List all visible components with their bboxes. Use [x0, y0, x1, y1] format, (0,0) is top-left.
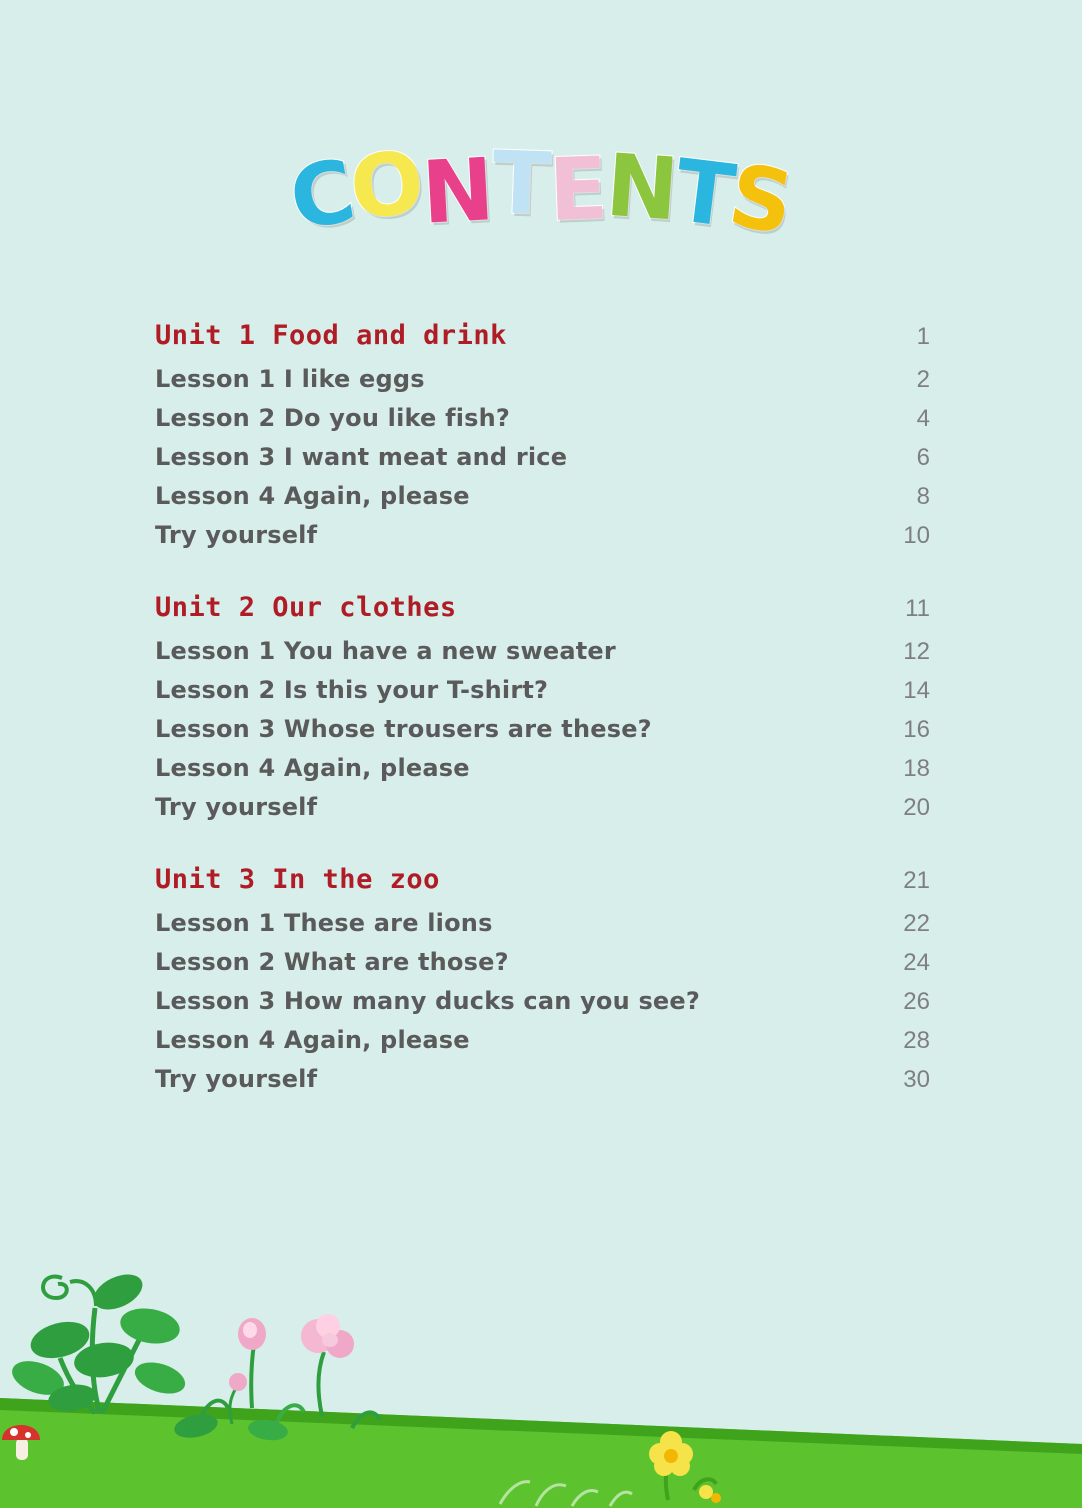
title-letter: T: [669, 140, 738, 248]
table-of-contents: [155, 320, 930, 1136]
lesson-title: Lesson 3 How many ducks can you see?: [155, 987, 701, 1015]
lesson-title: Lesson 3 I want meat and rice: [155, 443, 568, 471]
title-letter: E: [547, 139, 608, 241]
lesson-title: Try yourself: [155, 793, 318, 821]
unit-title: Unit 3 In the zoo: [155, 864, 440, 895]
lesson-title: Try yourself: [155, 1065, 318, 1093]
unit-title: Unit 1 Food and drink: [155, 320, 507, 351]
list-item[interactable]: [155, 948, 930, 977]
lesson-title: Try yourself: [155, 521, 318, 549]
title-letter: C: [282, 141, 361, 251]
list-item[interactable]: [155, 754, 930, 783]
unit-row[interactable]: [155, 320, 930, 351]
lesson-title: Lesson 2 Do you like fish?: [155, 404, 511, 432]
list-item[interactable]: [155, 365, 930, 394]
list-item[interactable]: [155, 715, 930, 744]
lesson-page-number: 26: [903, 988, 930, 1015]
unit-block: [155, 592, 930, 822]
lesson-title: Lesson 3 Whose trousers are these?: [155, 715, 652, 743]
title-letter: N: [419, 140, 495, 244]
unit-title: Unit 2 Our clothes: [155, 592, 457, 623]
grass-illustration: [0, 1398, 1082, 1508]
lesson-title: Lesson 2 What are those?: [155, 948, 509, 976]
list-item[interactable]: [155, 987, 930, 1016]
bottom-decoration: [0, 1248, 1082, 1508]
lesson-page-number: 22: [903, 910, 930, 937]
grass-edge: [0, 1398, 1082, 1454]
lesson-page-number: 28: [903, 1027, 930, 1054]
title-letter: N: [602, 135, 680, 241]
lesson-title: Lesson 4 Again, please: [155, 754, 470, 782]
list-item[interactable]: [155, 521, 930, 550]
lesson-title: Lesson 1 You have a new sweater: [155, 637, 616, 665]
unit-page-number: 1: [916, 323, 930, 350]
list-item[interactable]: [155, 909, 930, 938]
list-item[interactable]: [155, 443, 930, 472]
title-letter: S: [722, 145, 799, 255]
unit-row[interactable]: [155, 592, 930, 623]
lesson-page-number: 10: [903, 522, 930, 549]
list-item[interactable]: [155, 676, 930, 705]
page-title: [0, 132, 1082, 270]
list-item[interactable]: [155, 404, 930, 433]
title-letter: O: [345, 132, 427, 240]
lesson-title: Lesson 1 I like eggs: [155, 365, 425, 393]
list-item[interactable]: [155, 482, 930, 511]
lesson-page-number: 14: [903, 677, 930, 704]
lesson-page-number: 18: [903, 755, 930, 782]
lesson-title: Lesson 2 Is this your T-shirt?: [155, 676, 549, 704]
unit-page-number: 11: [905, 595, 930, 622]
lesson-title: Lesson 4 Again, please: [155, 1026, 470, 1054]
lesson-page-number: 20: [903, 794, 930, 821]
grass-blades: [500, 1482, 632, 1506]
lesson-title: Lesson 1 These are lions: [155, 909, 493, 937]
lesson-page-number: 8: [916, 483, 930, 510]
lesson-page-number: 6: [916, 444, 930, 471]
lesson-page-number: 2: [916, 366, 930, 393]
lesson-page-number: 16: [903, 716, 930, 743]
grass-tufts: [172, 1401, 380, 1443]
lesson-page-number: 24: [903, 949, 930, 976]
lesson-title: Lesson 4 Again, please: [155, 482, 470, 510]
leaf-illustration: [7, 1267, 189, 1415]
pink-flower-illustration: [229, 1314, 354, 1424]
lesson-page-number: 30: [903, 1066, 930, 1093]
lesson-page-number: 4: [916, 405, 930, 432]
unit-row[interactable]: [155, 864, 930, 895]
list-item[interactable]: [155, 1026, 930, 1055]
unit-block: [155, 320, 930, 550]
unit-page-number: 21: [903, 867, 930, 894]
list-item[interactable]: [155, 1065, 930, 1094]
title-letter: T: [490, 133, 551, 235]
list-item[interactable]: [155, 637, 930, 666]
lesson-page-number: 12: [903, 638, 930, 665]
unit-block: [155, 864, 930, 1094]
contents-title-art: [282, 132, 799, 255]
list-item[interactable]: [155, 793, 930, 822]
mushroom-illustration: [2, 1425, 40, 1460]
yellow-flower-illustration: [649, 1431, 721, 1503]
